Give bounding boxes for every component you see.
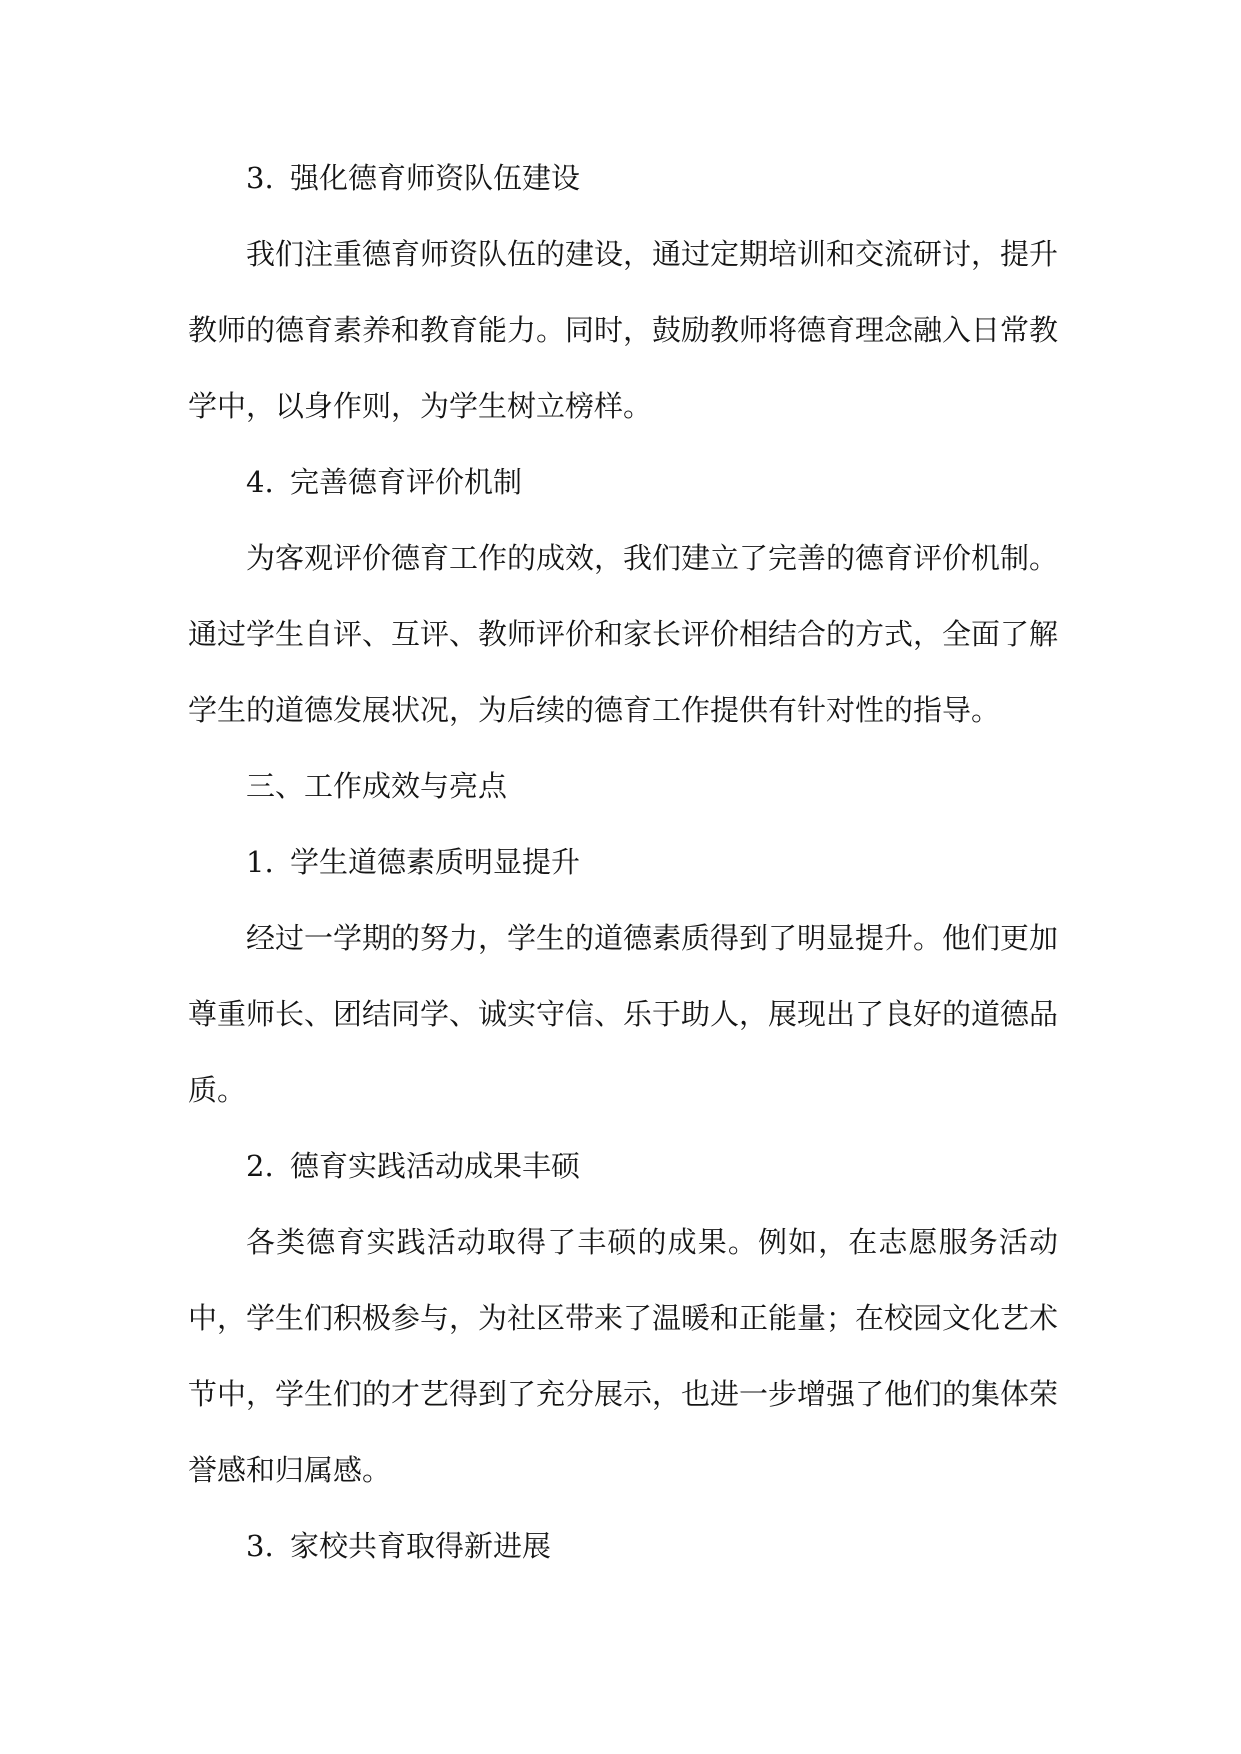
heading-text: 强化德育师资队伍建设 (290, 161, 581, 195)
section-heading (188, 824, 1058, 900)
paragraph: 为客观评价德育工作的成效，我们建立了完善的德育评价机制。通过学生自评、互评、教师评价和家长评价相结合的方式，全面了解学生的道德发展状况，为后续的德育工作提供有针对性的指导。 (188, 541, 1059, 727)
chapter-heading (188, 748, 1058, 824)
heading-number: 3. (246, 1529, 274, 1563)
section-heading (188, 1128, 1058, 1204)
heading-text: 家校共育取得新进展 (290, 1529, 552, 1563)
section-heading (188, 1508, 1058, 1584)
section-heading (188, 140, 1058, 216)
heading-number: 3. (246, 161, 274, 195)
heading-number: 1. (246, 845, 274, 879)
document-body (188, 140, 1058, 1584)
paragraph: 各类德育实践活动取得了丰硕的成果。例如，在志愿服务活动中，学生们积极参与，为社区带来了温暖和正能量；在校园文化艺术节中，学生们的才艺得到了充分展示，也进一步增强了他们的集体荣誉感和归属感。 (188, 1225, 1059, 1487)
heading-text: 德育实践活动成果丰硕 (290, 1149, 581, 1183)
paragraph: 经过一学期的努力，学生的道德素质得到了明显提升。他们更加尊重师长、团结同学、诚实守信、乐于助人，展现出了良好的道德品质。 (188, 921, 1059, 1107)
heading-text: 学生道德素质明显提升 (290, 845, 581, 879)
heading-number: 2. (246, 1149, 274, 1183)
section-heading (188, 444, 1058, 520)
heading-text: 完善德育评价机制 (290, 465, 523, 499)
paragraph: 我们注重德育师资队伍的建设，通过定期培训和交流研讨，提升教师的德育素养和教育能力。同时，鼓励教师将德育理念融入日常教学中，以身作则，为学生树立榜样。 (188, 237, 1059, 423)
heading-text: 三、工作成效与亮点 (246, 769, 508, 803)
heading-number: 4. (246, 465, 274, 499)
